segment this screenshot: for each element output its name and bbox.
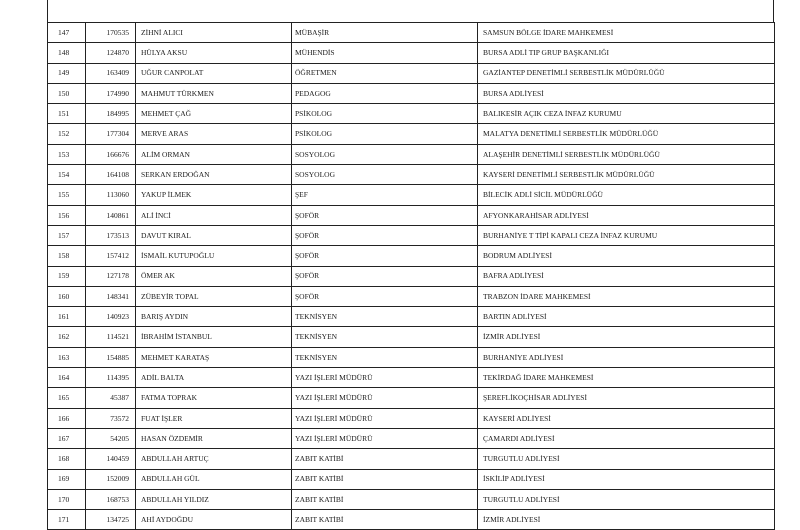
table-row — [48, 368, 775, 388]
row-number-cell: 169 — [48, 469, 86, 489]
institution-cell: TEKİRDAĞ İDARE MAHKEMESİ — [478, 368, 775, 388]
registry-number-cell: 184995 — [86, 104, 136, 124]
registry-number-cell: 127178 — [86, 266, 136, 286]
person-name-cell: BARIŞ AYDIN — [136, 307, 292, 327]
institution-cell: BİLECİK ADLİ SİCİL MÜDÜRLÜĞÜ — [478, 185, 775, 205]
table-row — [48, 23, 775, 43]
table-row — [48, 347, 775, 367]
row-number-cell: 165 — [48, 388, 86, 408]
table-row — [48, 469, 775, 489]
institution-cell: ALAŞEHİR DENETİMLİ SERBESTLİK MÜDÜRLÜĞÜ — [478, 144, 775, 164]
table-row — [48, 246, 775, 266]
institution-cell: GAZİANTEP DENETİMLİ SERBESTLİK MÜDÜRLÜĞÜ — [478, 63, 775, 83]
job-title-cell: ŞOFÖR — [292, 246, 478, 266]
institution-cell: BAFRA ADLİYESİ — [478, 266, 775, 286]
job-title-cell: TEKNİSYEN — [292, 307, 478, 327]
person-name-cell: MEHMET KARATAŞ — [136, 347, 292, 367]
job-title-cell: YAZI İŞLERİ MÜDÜRÜ — [292, 388, 478, 408]
person-name-cell: ABDULLAH GÜL — [136, 469, 292, 489]
person-name-cell: ZÜBEYİR TOPAL — [136, 286, 292, 306]
table-row — [48, 408, 775, 428]
job-title-cell: ŞOFÖR — [292, 266, 478, 286]
row-number-cell: 163 — [48, 347, 86, 367]
row-number-cell: 168 — [48, 449, 86, 469]
registry-number-cell: 174990 — [86, 83, 136, 103]
job-title-cell: YAZI İŞLERİ MÜDÜRÜ — [292, 368, 478, 388]
person-name-cell: İBRAHİM İSTANBUL — [136, 327, 292, 347]
institution-cell: BURSA ADLİ TIP GRUP BAŞKANLIĞI — [478, 43, 775, 63]
row-number-cell: 162 — [48, 327, 86, 347]
job-title-cell: ŞOFÖR — [292, 205, 478, 225]
job-title-cell: ZABIT KATİBİ — [292, 510, 478, 530]
institution-cell: KAYSERİ DENETİMLİ SERBESTLİK MÜDÜRLÜĞÜ — [478, 165, 775, 185]
job-title-cell: ZABIT KATİBİ — [292, 469, 478, 489]
table-row — [48, 43, 775, 63]
job-title-cell: PSİKOLOG — [292, 124, 478, 144]
table-row — [48, 165, 775, 185]
row-number-cell: 150 — [48, 83, 86, 103]
institution-cell: SAMSUN BÖLGE İDARE MAHKEMESİ — [478, 23, 775, 43]
table-top-continuation — [47, 0, 774, 22]
table-row — [48, 489, 775, 509]
table-row — [48, 428, 775, 448]
table-row — [48, 286, 775, 306]
job-title-cell: TEKNİSYEN — [292, 327, 478, 347]
person-name-cell: ADİL BALTA — [136, 368, 292, 388]
person-name-cell: DAVUT KIRAL — [136, 225, 292, 245]
job-title-cell: ZABIT KATİBİ — [292, 449, 478, 469]
job-title-cell: PEDAGOG — [292, 83, 478, 103]
personnel-table — [47, 22, 775, 530]
registry-number-cell: 154885 — [86, 347, 136, 367]
job-title-cell: ZABIT KATİBİ — [292, 489, 478, 509]
table-row — [48, 63, 775, 83]
person-name-cell: MEHMET ÇAĞ — [136, 104, 292, 124]
row-number-cell: 167 — [48, 428, 86, 448]
row-number-cell: 158 — [48, 246, 86, 266]
registry-number-cell: 73572 — [86, 408, 136, 428]
job-title-cell: SOSYOLOG — [292, 165, 478, 185]
table-row — [48, 327, 775, 347]
institution-cell: BALIKESİR AÇIK CEZA İNFAZ KURUMU — [478, 104, 775, 124]
registry-number-cell: 124870 — [86, 43, 136, 63]
institution-cell: BURHANİYE ADLİYESİ — [478, 347, 775, 367]
row-number-cell: 159 — [48, 266, 86, 286]
registry-number-cell: 168753 — [86, 489, 136, 509]
table-row — [48, 266, 775, 286]
person-name-cell: AHİ AYDOĞDU — [136, 510, 292, 530]
person-name-cell: ALİ İNCİ — [136, 205, 292, 225]
job-title-cell: YAZI İŞLERİ MÜDÜRÜ — [292, 408, 478, 428]
row-number-cell: 156 — [48, 205, 86, 225]
institution-cell: TRABZON İDARE MAHKEMESİ — [478, 286, 775, 306]
table-row — [48, 225, 775, 245]
person-name-cell: ALİM ORMAN — [136, 144, 292, 164]
table-row — [48, 124, 775, 144]
job-title-cell: TEKNİSYEN — [292, 347, 478, 367]
job-title-cell: ÖĞRETMEN — [292, 63, 478, 83]
row-number-cell: 166 — [48, 408, 86, 428]
row-number-cell: 155 — [48, 185, 86, 205]
registry-number-cell: 140459 — [86, 449, 136, 469]
table-row — [48, 185, 775, 205]
person-name-cell: MERVE ARAS — [136, 124, 292, 144]
person-name-cell: ABDULLAH ARTUÇ — [136, 449, 292, 469]
registry-number-cell: 166676 — [86, 144, 136, 164]
registry-number-cell: 148341 — [86, 286, 136, 306]
job-title-cell: ŞOFÖR — [292, 225, 478, 245]
registry-number-cell: 140861 — [86, 205, 136, 225]
person-name-cell: İSMAİL KUTUPOĞLU — [136, 246, 292, 266]
row-number-cell: 160 — [48, 286, 86, 306]
registry-number-cell: 177304 — [86, 124, 136, 144]
row-number-cell: 153 — [48, 144, 86, 164]
job-title-cell: ŞEF — [292, 185, 478, 205]
institution-cell: BURSA ADLİYESİ — [478, 83, 775, 103]
registry-number-cell: 157412 — [86, 246, 136, 266]
table-row — [48, 104, 775, 124]
institution-cell: TURGUTLU ADLİYESİ — [478, 449, 775, 469]
institution-cell: İZMİR ADLİYESİ — [478, 327, 775, 347]
row-number-cell: 171 — [48, 510, 86, 530]
job-title-cell: YAZI İŞLERİ MÜDÜRÜ — [292, 428, 478, 448]
institution-cell: BODRUM ADLİYESİ — [478, 246, 775, 266]
registry-number-cell: 45387 — [86, 388, 136, 408]
table-row — [48, 144, 775, 164]
table-row — [48, 388, 775, 408]
registry-number-cell: 170535 — [86, 23, 136, 43]
registry-number-cell: 173513 — [86, 225, 136, 245]
person-name-cell: HASAN ÖZDEMİR — [136, 428, 292, 448]
row-number-cell: 157 — [48, 225, 86, 245]
person-name-cell: ZİHNİ ALICI — [136, 23, 292, 43]
job-title-cell: MÜHENDİS — [292, 43, 478, 63]
row-number-cell: 154 — [48, 165, 86, 185]
row-number-cell: 147 — [48, 23, 86, 43]
institution-cell: KAYSERİ ADLİYESİ — [478, 408, 775, 428]
person-name-cell: SERKAN ERDOĞAN — [136, 165, 292, 185]
row-number-cell: 170 — [48, 489, 86, 509]
institution-cell: TURGUTLU ADLİYESİ — [478, 489, 775, 509]
institution-cell: MALATYA DENETİMLİ SERBESTLİK MÜDÜRLÜĞÜ — [478, 124, 775, 144]
institution-cell: BARTIN ADLİYESİ — [478, 307, 775, 327]
table-row — [48, 205, 775, 225]
institution-cell: İZMİR ADLİYESİ — [478, 510, 775, 530]
table-row — [48, 83, 775, 103]
person-name-cell: YAKUP İLMEK — [136, 185, 292, 205]
institution-cell: ÇAMARDI ADLİYESİ — [478, 428, 775, 448]
row-number-cell: 164 — [48, 368, 86, 388]
table-row — [48, 510, 775, 530]
row-number-cell: 152 — [48, 124, 86, 144]
person-name-cell: ABDULLAH YILDIZ — [136, 489, 292, 509]
institution-cell: ŞEREFLİKOÇHİSAR ADLİYESİ — [478, 388, 775, 408]
row-number-cell: 161 — [48, 307, 86, 327]
person-name-cell: HÜLYA AKSU — [136, 43, 292, 63]
institution-cell: AFYONKARAHİSAR ADLİYESİ — [478, 205, 775, 225]
person-name-cell: UĞUR CANPOLAT — [136, 63, 292, 83]
person-name-cell: ÖMER AK — [136, 266, 292, 286]
registry-number-cell: 152009 — [86, 469, 136, 489]
person-name-cell: FUAT İŞLER — [136, 408, 292, 428]
table-row — [48, 449, 775, 469]
job-title-cell: PSİKOLOG — [292, 104, 478, 124]
job-title-cell: MÜBAŞİR — [292, 23, 478, 43]
row-number-cell: 151 — [48, 104, 86, 124]
registry-number-cell: 54205 — [86, 428, 136, 448]
job-title-cell: SOSYOLOG — [292, 144, 478, 164]
row-number-cell: 148 — [48, 43, 86, 63]
person-name-cell: FATMA TOPRAK — [136, 388, 292, 408]
registry-number-cell: 164108 — [86, 165, 136, 185]
registry-number-cell: 114395 — [86, 368, 136, 388]
registry-number-cell: 140923 — [86, 307, 136, 327]
job-title-cell: ŞOFÖR — [292, 286, 478, 306]
institution-cell: İSKİLİP ADLİYESİ — [478, 469, 775, 489]
registry-number-cell: 113060 — [86, 185, 136, 205]
table-row — [48, 307, 775, 327]
registry-number-cell: 163409 — [86, 63, 136, 83]
row-number-cell: 149 — [48, 63, 86, 83]
table-body — [48, 23, 775, 530]
registry-number-cell: 134725 — [86, 510, 136, 530]
institution-cell: BURHANİYE T TİPİ KAPALI CEZA İNFAZ KURUMU — [478, 225, 775, 245]
person-name-cell: MAHMUT TÜRKMEN — [136, 83, 292, 103]
registry-number-cell: 114521 — [86, 327, 136, 347]
